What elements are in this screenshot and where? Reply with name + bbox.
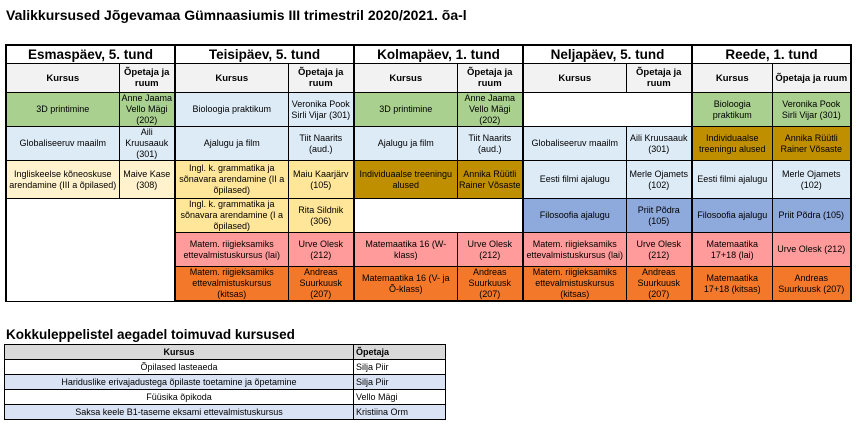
teacher-cell: Merle Ojamets (102) bbox=[772, 161, 851, 199]
column-header-course: Kursus bbox=[175, 64, 288, 93]
agreed-course: Saksa keele B1-taseme eksami ettevalmistuskursus bbox=[5, 405, 354, 420]
teacher-cell: Annika Rüütli Rainer Võsaste bbox=[772, 127, 851, 161]
course-cell: Matem. riigieksamiks ettevalmistuskursus (lai) bbox=[523, 233, 626, 267]
teacher-cell: Urve Olesk (212) bbox=[626, 233, 692, 267]
agreed-course: Füüsika õpikoda bbox=[5, 390, 354, 405]
course-cell: Individuaalse treeningu alused bbox=[692, 127, 772, 161]
teacher-cell: Veronika Pook Sirli Vijar (301) bbox=[288, 93, 354, 127]
empty-cell bbox=[354, 199, 523, 233]
day-header-wednesday: Kolmapäev, 1. tund bbox=[354, 45, 523, 64]
agreed-course: Hariduslike erivajadustega õpilaste toetamine ja õpetamine bbox=[5, 375, 354, 390]
course-cell: Individuaalse treeningu alused bbox=[354, 161, 457, 199]
course-cell: Matemaatika 17+18 (lai) bbox=[692, 233, 772, 267]
empty-cell bbox=[6, 199, 175, 302]
course-cell: Matemaatika 17+18 (kitsas) bbox=[692, 267, 772, 302]
column-header-course: Kursus bbox=[354, 64, 457, 93]
course-cell: Ingl. k. grammatika ja sõnavara arendamine (I a õpilased) bbox=[175, 199, 288, 233]
schedule-table bbox=[5, 44, 852, 302]
course-cell: Matemaatika 16 (V- ja Õ-klass) bbox=[354, 267, 457, 302]
course-cell: Ingl. k. grammatika ja sõnavara arendamine (II a õpilased) bbox=[175, 161, 288, 199]
teacher-cell: Merle Ojamets (102) bbox=[626, 161, 692, 199]
teacher-cell: Anne Jaama Vello Mägi (202) bbox=[457, 93, 523, 127]
day-header-thursday: Neljapäev, 5. tund bbox=[523, 45, 692, 64]
course-cell: Eesti filmi ajalugu bbox=[692, 161, 772, 199]
teacher-cell: Maiu Kaarjärv (105) bbox=[288, 161, 354, 199]
day-header-monday: Esmaspäev, 5. tund bbox=[6, 45, 175, 64]
teacher-cell: Rita Sildnik (306) bbox=[288, 199, 354, 233]
course-cell: 3D printimine bbox=[6, 93, 119, 127]
teacher-cell: Urve Olesk (212) bbox=[288, 233, 354, 267]
teacher-cell: Tiit Naarits (aud.) bbox=[288, 127, 354, 161]
course-cell: Ajalugu ja film bbox=[175, 127, 288, 161]
teacher-cell: Andreas Suurkuusk (207) bbox=[626, 267, 692, 302]
agreed-courses-table bbox=[4, 344, 446, 420]
course-cell: Matem. riigieksamiks ettevalmistuskursus (kitsas) bbox=[175, 267, 288, 302]
day-header-friday: Reede, 1. tund bbox=[692, 45, 851, 64]
column-header-course: Kursus bbox=[692, 64, 772, 93]
teacher-cell: Tiit Naarits (aud.) bbox=[457, 127, 523, 161]
column-header-course: Kursus bbox=[6, 64, 119, 93]
teacher-cell: Urve Olesk (212) bbox=[772, 233, 851, 267]
course-cell: Bioloogia praktikum bbox=[175, 93, 288, 127]
agreed-course: Õpilased lasteaeda bbox=[5, 360, 354, 375]
teacher-cell: Anne Jaama Vello Mägi (202) bbox=[119, 93, 175, 127]
teacher-cell: Priit Põdra (105) bbox=[626, 199, 692, 233]
teacher-cell: Andreas Suurkuusk (207) bbox=[457, 267, 523, 302]
course-cell: 3D printimine bbox=[354, 93, 457, 127]
column-header-course: Kursus bbox=[5, 345, 354, 360]
teacher-cell: Aili Kruusaauk (301) bbox=[119, 127, 175, 161]
column-header-teacher: Õpetaja bbox=[354, 345, 446, 360]
teacher-cell: Maive Kase (308) bbox=[119, 161, 175, 199]
teacher-cell: Urve Olesk (212) bbox=[457, 233, 523, 267]
teacher-cell: Andreas Suurkuusk (207) bbox=[288, 267, 354, 302]
page-title: Valikkursused Jõgevamaa Gümnaasiumis III trimestril 2020/2021. õa-l bbox=[6, 7, 467, 23]
empty-cell bbox=[523, 93, 692, 127]
column-header-teacher: Õpetaja ja ruum bbox=[119, 64, 175, 93]
course-cell: Ingliskeelse kõneoskuse arendamine (III a õpilased) bbox=[6, 161, 119, 199]
teacher-cell: Priit Põdra (105) bbox=[772, 199, 851, 233]
column-header-course: Kursus bbox=[523, 64, 626, 93]
agreed-teacher: Vello Mägi bbox=[354, 390, 446, 405]
day-header-tuesday: Teisipäev, 5. tund bbox=[175, 45, 354, 64]
course-cell: Matem. riigieksamiks ettevalmistuskursus (kitsas) bbox=[523, 267, 626, 302]
teacher-cell: Annika Rüütli Rainer Võsaste bbox=[457, 161, 523, 199]
course-cell: Globaliseeruv maailm bbox=[523, 127, 626, 161]
course-cell: Globaliseeruv maailm bbox=[6, 127, 119, 161]
teacher-cell: Andreas Suurkuusk (207) bbox=[772, 267, 851, 302]
course-cell: Matem. riigieksamiks ettevalmistuskursus (lai) bbox=[175, 233, 288, 267]
teacher-cell: Veronika Pook Sirli Vijar (301) bbox=[772, 93, 851, 127]
column-header-teacher: Õpetaja ja ruum bbox=[772, 64, 851, 93]
course-cell: Bioloogia praktikum bbox=[692, 93, 772, 127]
column-header-teacher: Õpetaja ja ruum bbox=[457, 64, 523, 93]
agreed-courses-title: Kokkuleppelistel aegadel toimuvad kursused bbox=[6, 327, 295, 342]
agreed-teacher: Kristiina Orm bbox=[354, 405, 446, 420]
course-cell: Filosoofia ajalugu bbox=[523, 199, 626, 233]
agreed-teacher: Silja Piir bbox=[354, 360, 446, 375]
teacher-cell: Aili Kruusaauk (301) bbox=[626, 127, 692, 161]
course-cell: Matemaatika 16 (W-klass) bbox=[354, 233, 457, 267]
course-cell: Ajalugu ja film bbox=[354, 127, 457, 161]
agreed-teacher: Silja Piir bbox=[354, 375, 446, 390]
course-cell: Filosoofia ajalugu bbox=[692, 199, 772, 233]
course-cell: Eesti filmi ajalugu bbox=[523, 161, 626, 199]
column-header-teacher: Õpetaja ja ruum bbox=[626, 64, 692, 93]
column-header-teacher: Õpetaja ja ruum bbox=[288, 64, 354, 93]
